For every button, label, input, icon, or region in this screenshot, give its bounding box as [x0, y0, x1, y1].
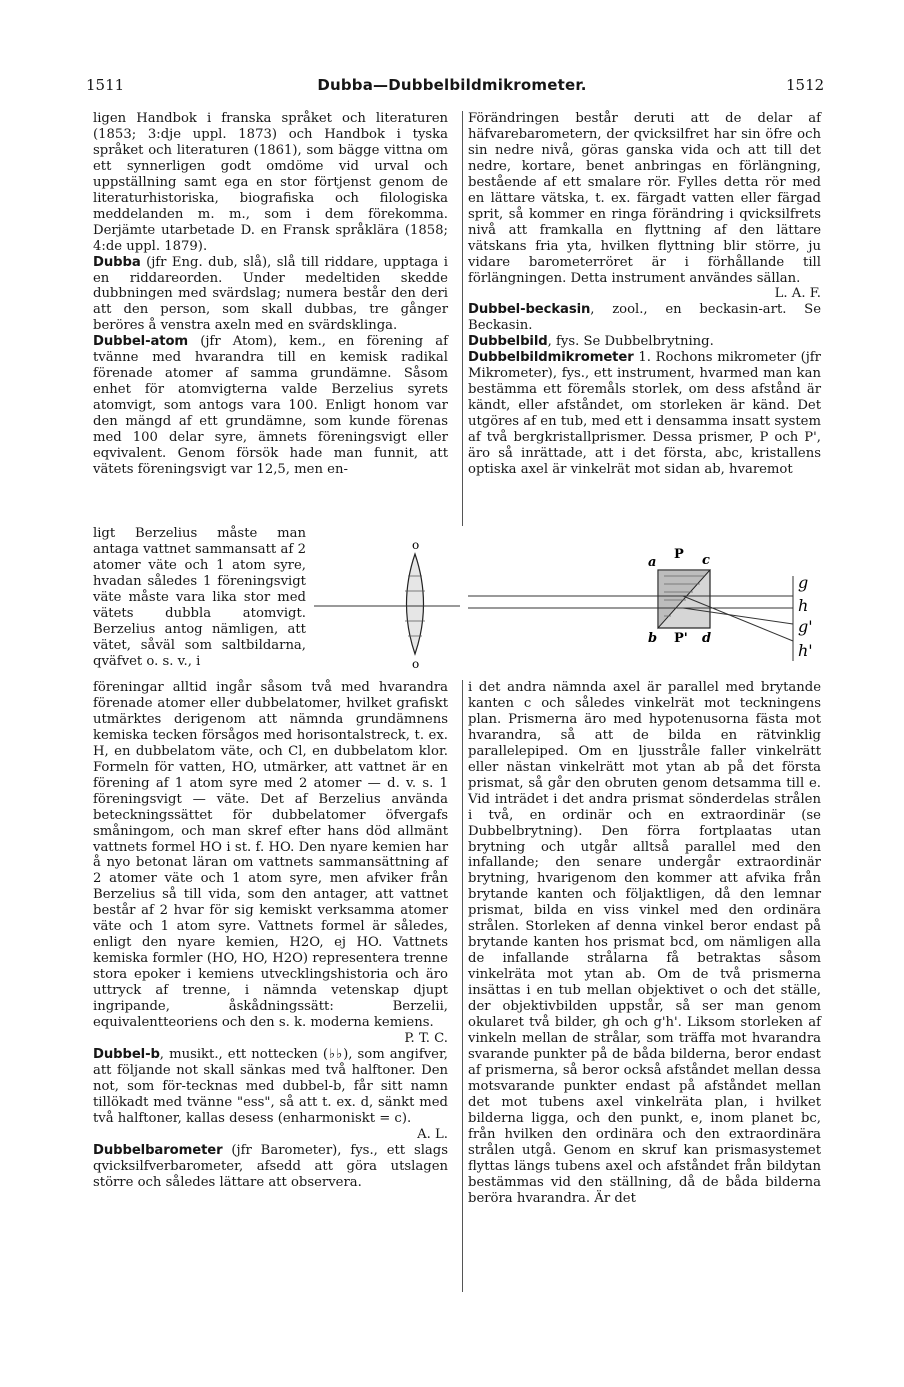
entry-dubbelbildmikrometer-continued: i det andra nämnda axel är parallel med brytande kanten c och således vinkelrät mot teckningens plan. Prismerna äro med hypotenusorna fästa mot hvarandra, så att de bilda en rätvinklig parallelepiped. Om en ljusstråle faller vinkelrätt eller nästan vinkelrätt mot ytan ab på det första prismat, så går den obruten genom detsamma till e. Vid inträdet i det andra prismat sönderdelas strålen i två, en ordinär och en extraordinär (se Dubbelbrytning). Den förra fortplaatas utan brytning och utgår alltså parallel med den infallande; den senare undergår extraordinär brytning, hvarigenom den kommer att afvika från brytande kanten och följaktligen, då den lemnar prismat, bilda en viss vinkel med den ordinära strålen. Storleken af denna vinkel beror endast på brytande kanten hos prismat bcd, om nämligen alla de infallande strålarna få betraktas såsom vinkelräta mot ytan ab. Om de två prismerna insättas i en tub mellan objektivet o och det ställe, der objektivbilden uppstår, så ser man genom okularet två bilder, gh och g'h'. Liksom storleken af vinkeln mellan de strålar, som träffa mot hvarandra svarande punkter på de båda bilderna, beror endast af prismerna, så beror också afståndet mellan dessa motsvarande punkter endast på afståndet mellan det mot tubens axel vinkelräta plan, i hvilket bilderna ligga, och den punkt, e, inom planet bc, från hvilken den ordinära och den extraordinära strålen utgå. Genom en skruf kan prismasystemet flyttas längs tubens axel och afståndet från bildytan bestämmas vid den ställning, då de båda bilderna beröra hvarandra. Är det	[468, 680, 821, 1206]
headword-dubbelbildmikrometer: Dubbelbildmikrometer	[468, 350, 634, 366]
entry-dubbel-b-text: , musikt., ett nottecken (♭♭), som angifver, att följande not skall sänkas med två halftoner. Den not, som för-tecknas med dubbel-b, får sitt namn tillökadt med tvänne "ess", så att t. ex. d, sänkt med två halftoner, kallas desess (enharmoniskt = c).	[93, 1046, 448, 1126]
entry-dubbelbarometer-text: (jfr Barometer), fys., ett slags qvicksilfverbarometer, afsedd att göra utslagen större och således lättare att observera.	[93, 1142, 448, 1190]
prism-label-c: c	[702, 553, 710, 568]
entry-dubbelbild	[468, 334, 821, 350]
page-number-left: 1511	[86, 76, 125, 94]
signature-laf: L. A. F.	[774, 286, 821, 302]
column-rule-bottom	[462, 680, 463, 1292]
headword-dubbel-atom: Dubbel-atom	[93, 334, 189, 350]
entry-dubbel-atom-narrow: ligt Berzelius måste man antaga vattnet sammansatt af 2 atomer väte och 1 atom syre, hvadan således 1 föreningsvigt väte måste vara lika stor med vätets dubbla atomvigt. Berzelius antog nämligen, att vätet, såväl som saltbildarna, qväfvet o. s. v., i	[93, 526, 306, 669]
headword-dubba: Dubba	[93, 254, 141, 270]
left-column-lower	[93, 680, 448, 1191]
right-column-lower	[468, 680, 821, 1206]
signature-ptc: P. T. C.	[404, 1030, 448, 1046]
entry-dubbelbildmikrometer-text: 1. Rochons mikrometer (jfr Mikrometer), fys., ett instrument, hvarmed man kan bestämma ett föremåls storlek, om dess afstånd är kändt, eller afståndet, om storleken är känd. Det utgöres af en tub, med ett i densamma insatt system af två bergkristallprismer. Dessa prismer, P och P', äro så inrättade, att i det första, abc, kristallens optiska axel är vinkelrät mot sidan ab, hvaremot	[468, 350, 821, 477]
column-rule-top	[462, 111, 463, 526]
prism-label-b: b	[648, 631, 658, 646]
prism-label-h: h	[798, 596, 809, 615]
prism-label-d: d	[702, 631, 712, 646]
entry-dubbel-atom-text: (jfr Atom), kem., en förening af tvänne med hvarandra till en kemisk radikal förenade atomer af samma grundämne. Såsom enhet för atomvigterna valde Berzelius syrets atomvigt, som antogs vara 100. Enligt honom var den mängd af ett grundämne, som kunde förenas med 100 delar syre, ämnets föreningsvigt eller eqvivalent. Genom försök hade man funnit, att vätets föreningsvigt var 12,5, men en-	[93, 334, 448, 477]
prism-label-g: g	[798, 573, 809, 592]
lens-label-o-top: o	[412, 538, 420, 552]
prism-label-h-prime: h'	[798, 641, 813, 660]
entry-dubbelbildmikrometer	[468, 350, 821, 478]
entry-dubbel-atom	[93, 334, 448, 478]
prism-label-P: P	[674, 547, 684, 562]
prism-label-P-prime: P'	[674, 631, 688, 646]
paragraph-handbok: ligen Handbok i franska språket och literaturen (1853; 3:dje uppl. 1873) och Handbok i tyska språket och literaturen (1861), som bägge vittna om ett synnerligen godt omdöme vid urval och uppställning samt ega en stor förtjenst genom de literaturhistoriska, biografiska och filologiska meddelanden m. m., som i dem förekomma. Derjämte utarbetade D. en Fransk språklära (1858; 4:de uppl. 1879).	[93, 111, 448, 254]
lens-label-o-bottom: o	[412, 657, 420, 671]
entry-dubba	[93, 255, 448, 335]
entry-dubba-text: (jfr Eng. dub, slå), slå till riddare, upptaga i en riddareorden. Under medeltiden skedde dubbningen med svärdslag; numera består den deri att den person, som skall dubbas, tre gånger beröres å venstra axeln med en svärdsklinga.	[93, 254, 448, 334]
entry-dubbel-atom-continued: föreningar alltid ingår såsom två med hvarandra förenade atomer eller dubbelatomer, hvilket grafiskt utmärktes derigenom att nämnda grundämnens kemiska tecken försågos med horisontalstreck, t. ex. H, en dubbelatom väte, och Cl, en dubbelatom klor. Formeln för vatten, HO, utmärker, att vattnet är en förening af 1 atom syre med 2 atomer — d. v. s. 1 föreningsvigt — väte. Det af Berzelius använda beteckningssättet för dubbelatomer öfvergafs småningom, och man skref efter hans död allmänt vattnets formel HO i st. f. HO. Den nyare kemien har å nyo betonat läran om vattnets sammansättning af 2 atomer väte och 1 atom syre, men afviker från Berzelius så till vida, som den antager, att vattnet består af 2 hvar för sig kemiskt verksamma atomer väte och 1 atom syre. Vattnets formel är således, enligt den nyare kemien, H2O, ej HO. Vattnets kemiska formler (HO, HO, H2O) representera trenne stora epoker i kemiens utvecklingshistoria och äro uttryck af trenne, i nämnda vetenskap djupt ingripande, åskådningssätt: Berzelii, equivalentteoriens och den s. k. moderna kemiens.	[93, 680, 448, 1031]
entry-dubbel-b	[93, 1047, 448, 1127]
lens-shape	[407, 554, 424, 654]
prism-label-g-prime: g'	[798, 617, 813, 636]
headword-dubbel-b: Dubbel-b	[93, 1046, 160, 1062]
signature-al: A. L.	[417, 1126, 448, 1142]
entry-dubbel-beckasin	[468, 302, 821, 334]
lens-figure	[300, 536, 460, 671]
running-title: Dubba—Dubbelbildmikrometer.	[317, 76, 587, 94]
prism-figure	[468, 536, 848, 676]
entry-dubbel-beckasin-text: , zool., en beckasin-art. Se Beckasin.	[468, 302, 821, 334]
left-column-narrow	[93, 526, 306, 670]
right-column-upper	[468, 111, 821, 478]
entry-dubbelbild-text: , fys. Se Dubbelbrytning.	[547, 334, 714, 350]
left-column-upper	[93, 111, 448, 478]
paragraph-forandringen: Förändringen består deruti att de delar af häfvarebarometern, der qvicksilfret har sin öfre och sin nedre nivå, göras ganska vida och att till det nedre, kortare, benet anbringas en förlängning, bestående af ett smalare rör. Fylles detta rör med en lättare vätska, t. ex. färgadt vatten eller färgad sprit, så kommer en ringa förändring i qvicksilfrets nivå att framkalla en flyttning af den lättare vätskans fria yta, hvilken flyttning blir större, ju vidare barometerröret är i förhållande till förlängningen. Detta instrument användes sällan.	[468, 111, 821, 286]
prism-label-a: a	[648, 555, 657, 570]
headword-dubbelbarometer: Dubbelbarometer	[93, 1142, 223, 1158]
page-number-right: 1512	[786, 76, 825, 94]
headword-dubbelbild: Dubbelbild	[468, 334, 548, 350]
entry-dubbelbarometer	[93, 1143, 448, 1191]
headword-dubbel-beckasin: Dubbel-beckasin	[468, 302, 591, 318]
